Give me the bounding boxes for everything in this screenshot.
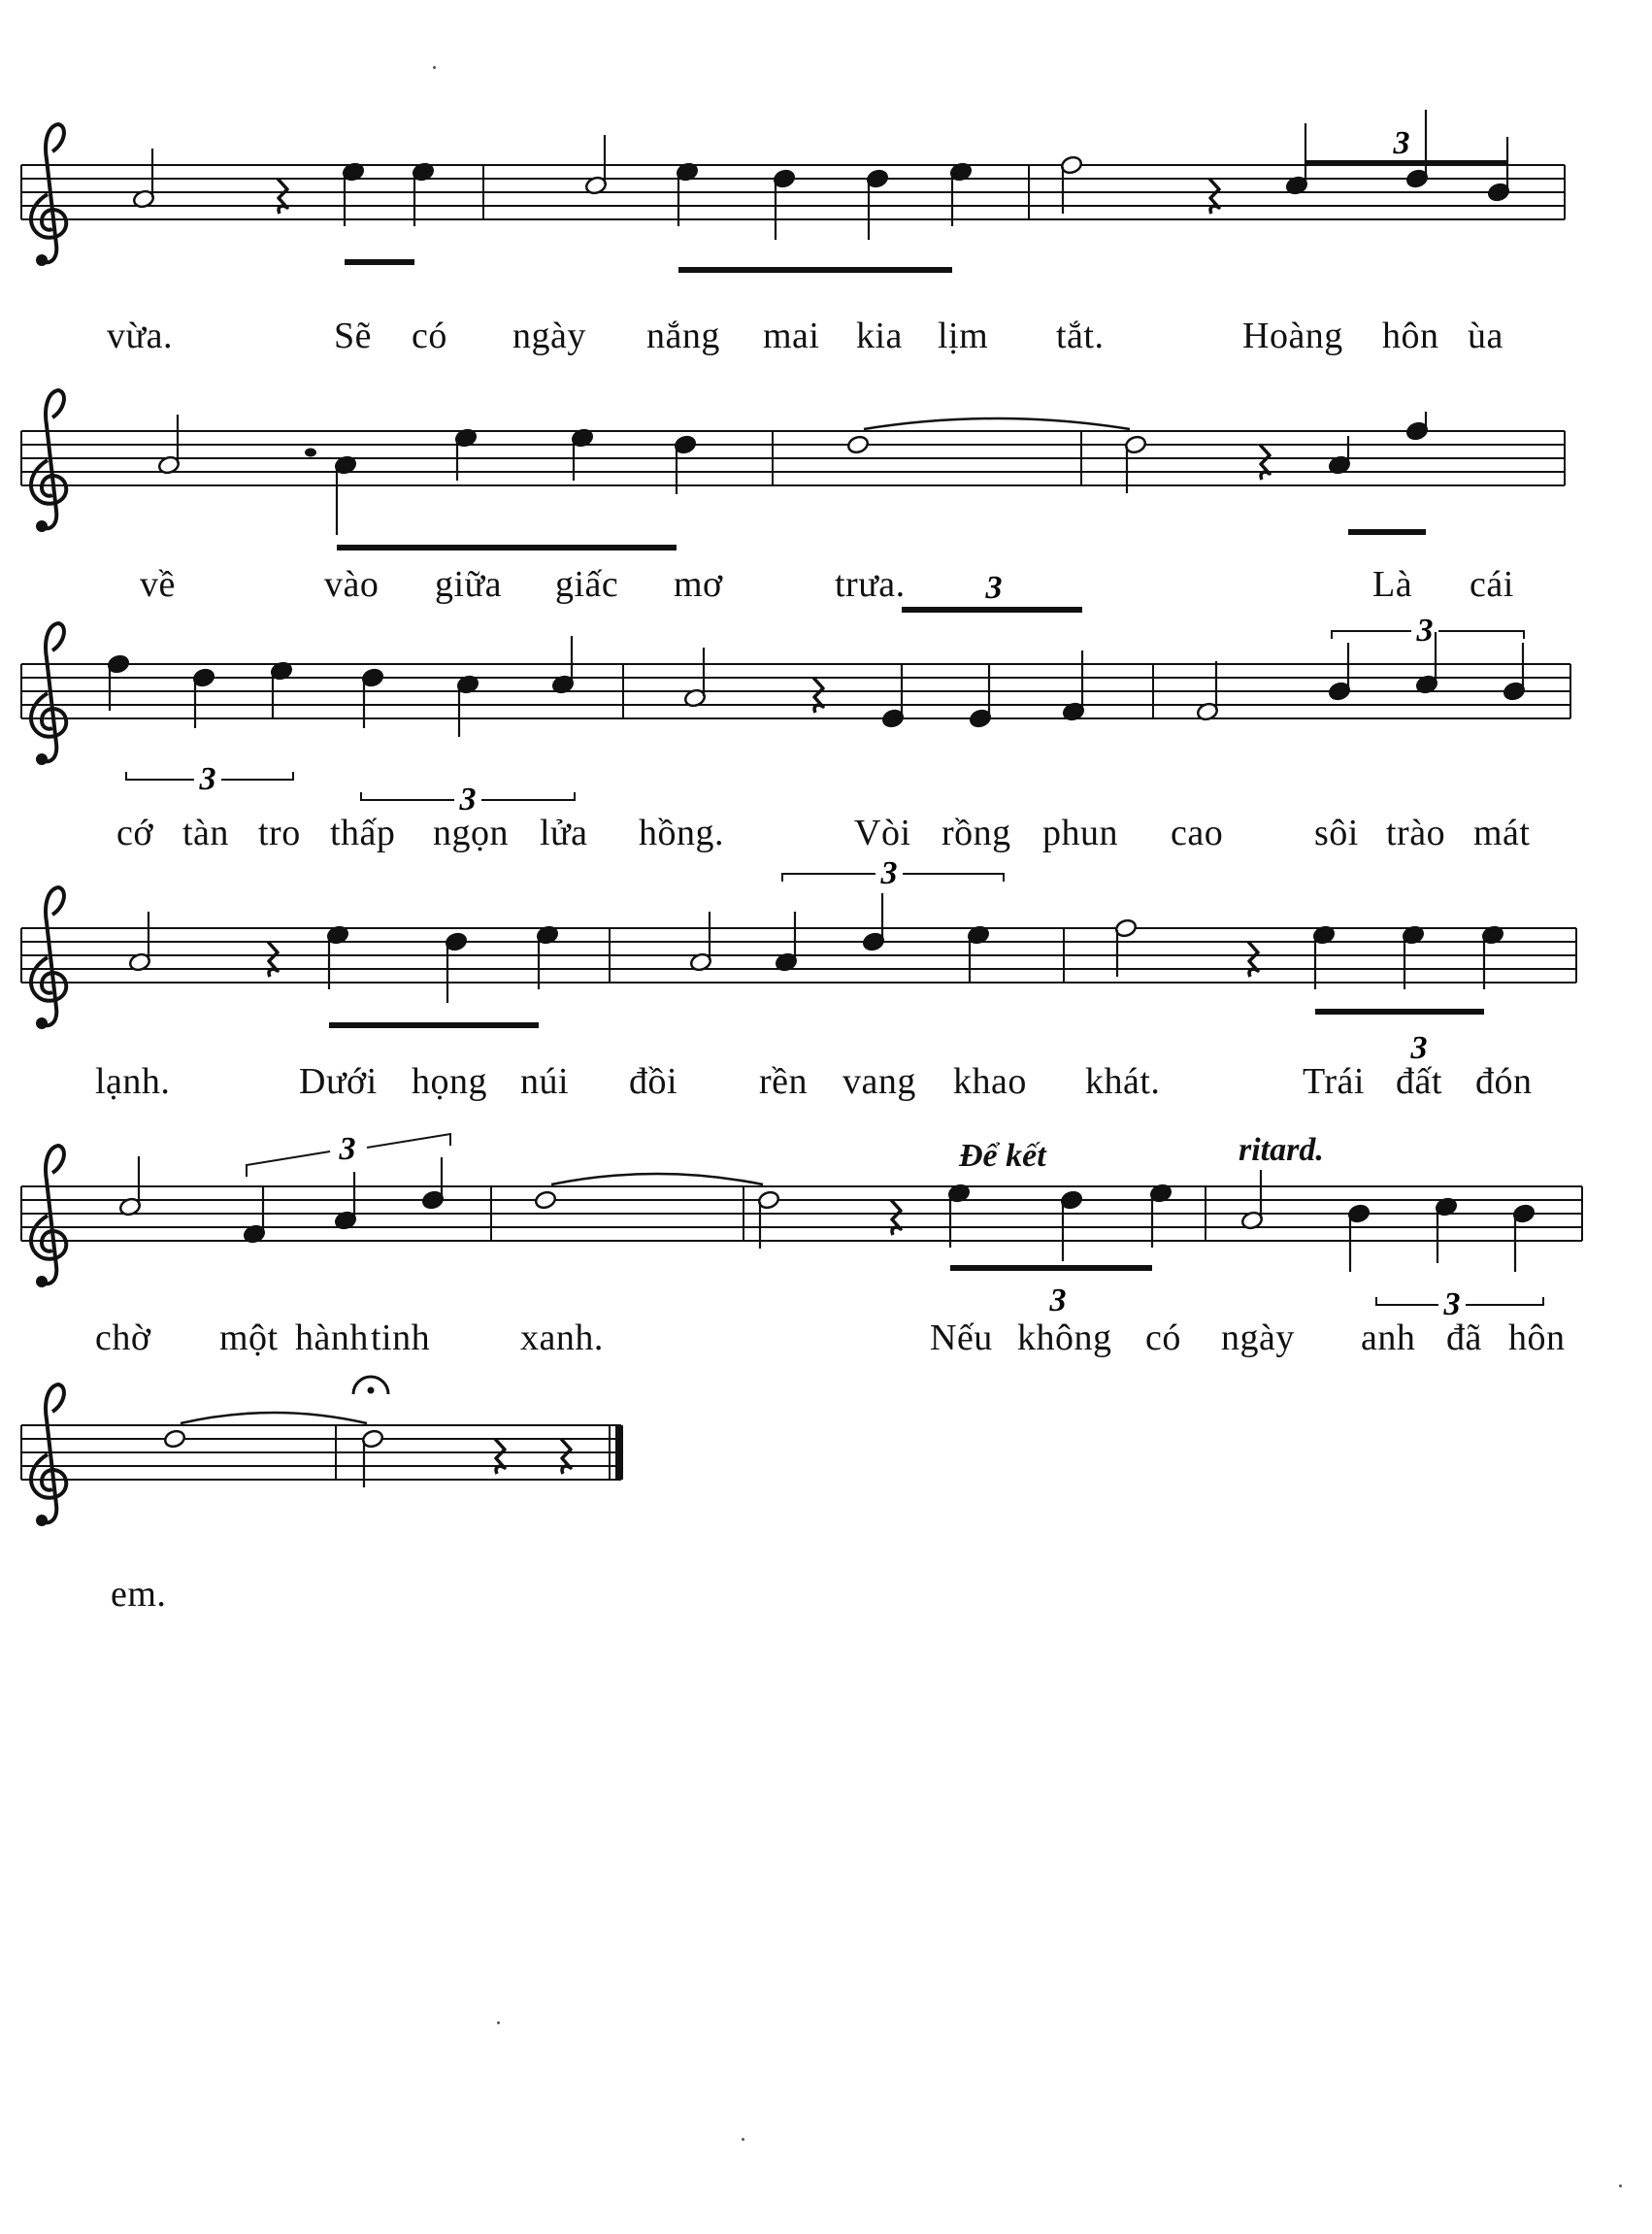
lyric-syllable: tắt.: [1056, 316, 1105, 356]
lyric-syllable: cớ: [116, 813, 153, 853]
lyric-syllable: hồng.: [639, 813, 724, 853]
treble-clef-icon: [31, 124, 66, 266]
treble-clef-icon: [31, 887, 66, 1029]
lyric-syllable: đã: [1446, 1317, 1482, 1358]
lyric-syllable: lửa: [540, 813, 588, 853]
lyric-syllable: mơ: [674, 564, 723, 605]
paper-speck: [497, 2021, 500, 2024]
note-beam: [902, 607, 1082, 613]
lyric-syllable: vào: [324, 564, 380, 605]
lyric-syllable: lạnh.: [95, 1061, 171, 1102]
tuplet-number: 3: [1416, 613, 1434, 649]
note-beam: [1348, 529, 1426, 535]
staff-system-1: [21, 124, 1565, 266]
lyric-syllable: anh: [1361, 1317, 1416, 1358]
quarter-rest-icon: [891, 1200, 901, 1235]
whole-note: [846, 435, 870, 455]
lyric-syllable: có: [412, 316, 447, 356]
tuplet-number: 3: [459, 782, 477, 817]
quarter-rest-icon: [1248, 942, 1258, 977]
lyric-syllable: kia: [856, 316, 903, 356]
quarter-rest-icon: [561, 1439, 571, 1474]
lyric-syllable: ùa: [1468, 316, 1503, 356]
tuplet-number: 3: [1410, 1030, 1428, 1066]
lyric-syllable: đất: [1396, 1061, 1442, 1102]
lyric-syllable: vừa.: [107, 316, 173, 356]
treble-clef-icon: [31, 1146, 66, 1287]
quarter-rest-icon: [495, 1439, 505, 1474]
treble-clef-icon: [31, 623, 66, 765]
lyric-syllable: không: [1017, 1317, 1112, 1358]
paper-speck: [1619, 2184, 1622, 2187]
lyric-syllable: em.: [111, 1574, 167, 1615]
lyric-syllable: cao: [1171, 813, 1224, 853]
paper-speck: [433, 66, 436, 69]
lyric-syllable: hành: [295, 1317, 369, 1358]
lyric-syllable: ngày: [1221, 1317, 1295, 1358]
tuplet-number: 3: [199, 761, 216, 797]
lyric-syllable: trưa.: [835, 564, 906, 605]
lyric-syllable: đón: [1475, 1061, 1533, 1102]
whole-note: [534, 1190, 557, 1211]
whole-note: [163, 1429, 186, 1450]
staff-system-4: [21, 887, 1576, 1029]
lyric-syllable: lịm: [938, 316, 989, 356]
note-beam: [329, 1022, 539, 1028]
lyric-syllable: mai: [763, 316, 820, 356]
note-beam: [345, 259, 414, 265]
lyric-syllable: về: [140, 564, 176, 605]
lyric-syllable: hôn: [1508, 1317, 1566, 1358]
lyric-syllable: Vòi: [854, 813, 911, 853]
lyric-syllable: khao: [953, 1061, 1027, 1102]
note-beam: [1315, 1009, 1484, 1015]
lyric-syllable: Sẽ: [334, 316, 372, 356]
note-beam: [950, 1265, 1152, 1271]
paper-speck: [742, 2138, 744, 2141]
lyric-syllable: Trái: [1303, 1061, 1365, 1102]
lyric-syllable: Nếu: [930, 1317, 993, 1358]
note-beam: [678, 267, 952, 273]
fermata-icon: [368, 1387, 375, 1394]
lyric-syllable: nắng: [646, 316, 720, 356]
lyric-syllable: chờ: [95, 1317, 151, 1358]
quarter-rest-icon: [278, 179, 287, 214]
quarter-rest-icon: [1260, 445, 1270, 480]
lyric-syllable: ngọn: [433, 813, 509, 853]
lyric-syllable: Là: [1372, 564, 1413, 605]
lyric-syllable: sôi: [1314, 813, 1359, 853]
lyric-syllable: Hoàng: [1242, 316, 1343, 356]
lyric-syllable: giữa: [435, 564, 503, 605]
lyric-syllable: cái: [1470, 564, 1514, 605]
lyric-syllable: khát.: [1085, 1061, 1161, 1102]
staff-system-6: [21, 1384, 621, 1526]
lyric-syllable: rền: [759, 1061, 809, 1102]
lyric-syllable: phun: [1042, 813, 1118, 853]
lyric-syllable: núi: [520, 1061, 570, 1102]
tuplet-number: 3: [1393, 125, 1410, 161]
lyric-syllable: hôn: [1382, 316, 1439, 356]
lyric-syllable: trào: [1386, 813, 1446, 853]
lyric-syllable: vang: [843, 1061, 916, 1102]
lyric-syllable: họng: [412, 1061, 487, 1102]
note-beam: [337, 545, 677, 550]
staff-system-5: [21, 1146, 1582, 1287]
lyric-syllable: đồi: [629, 1061, 678, 1102]
lyric-syllable: ngày: [512, 316, 586, 356]
quarter-rest-icon: [1209, 179, 1219, 214]
lyric-syllable: thấp: [330, 813, 396, 853]
lyric-syllable: mát: [1473, 813, 1531, 853]
quarter-rest-icon: [813, 678, 823, 713]
lyric-syllable: Dưới: [299, 1061, 378, 1102]
tuplet-number: 3: [339, 1131, 356, 1167]
lyric-syllable: tinh: [371, 1317, 431, 1358]
direction-de-ket: Để kết: [959, 1138, 1046, 1174]
tie-slur: [181, 1413, 367, 1423]
tuplet-number: 3: [880, 855, 898, 891]
direction-ritard: ritard.: [1239, 1132, 1324, 1168]
final-barline-icon: [615, 1425, 623, 1480]
lyric-syllable: có: [1145, 1317, 1181, 1358]
grace-note: [305, 449, 316, 457]
treble-clef-icon: [31, 390, 66, 532]
lyric-syllable: một: [219, 1317, 279, 1358]
lyric-syllable: tro: [258, 813, 301, 853]
quarter-rest-icon: [268, 942, 278, 977]
tie-slur: [864, 418, 1130, 429]
tie-slur: [551, 1174, 763, 1184]
lyric-syllable: rồng: [942, 813, 1011, 853]
lyric-syllable: xanh.: [520, 1317, 604, 1358]
treble-clef-icon: [31, 1384, 66, 1526]
lyric-syllable: tàn: [182, 813, 229, 853]
tuplet-number: 3: [985, 570, 1003, 606]
tuplet-number: 3: [1049, 1283, 1067, 1318]
tuplet-number: 3: [1443, 1286, 1461, 1322]
lyric-syllable: giấc: [555, 564, 619, 605]
